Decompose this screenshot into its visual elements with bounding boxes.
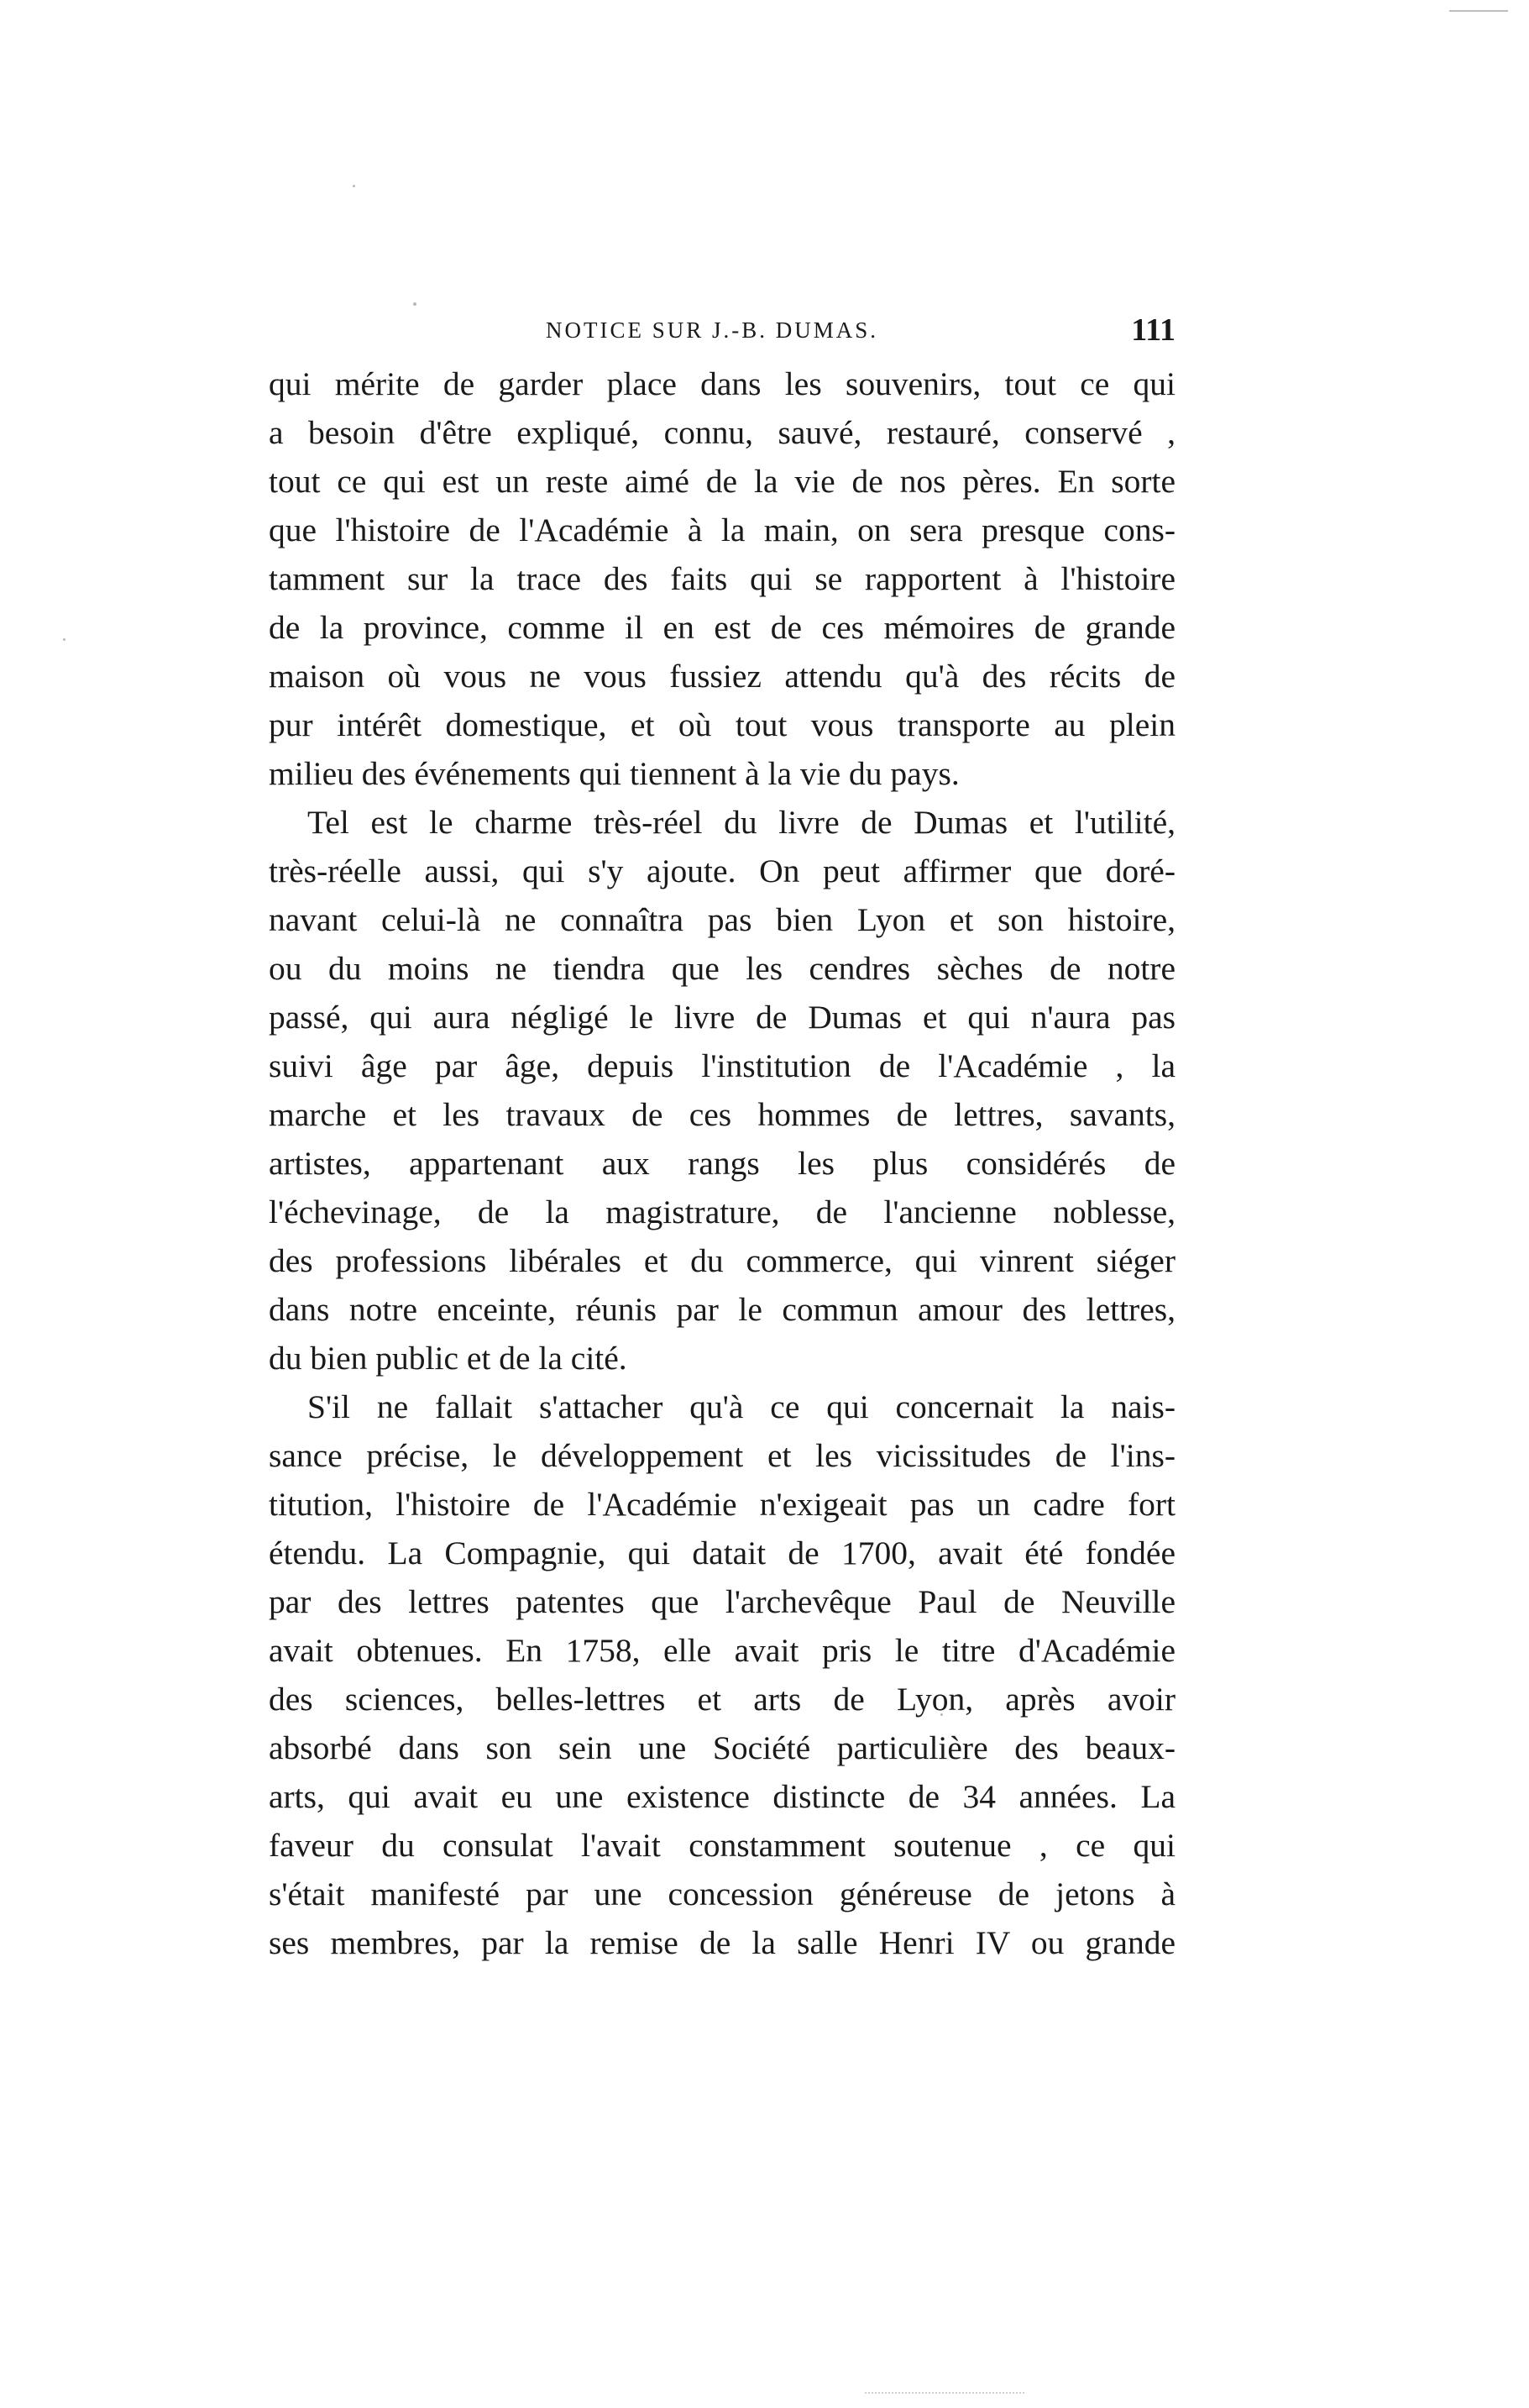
text-line: tamment sur la trace des faits qui se rapportent à l'histoire (269, 560, 1176, 597)
text-line: qui mérite de garder place dans les souvenirs, tout ce qui (269, 365, 1176, 402)
paragraph-2 (269, 798, 1176, 1382)
text-line: s'était manifesté par une concession généreuse de jetons à (269, 1876, 1176, 1912)
text-line: milieu des événements qui tiennent à la vie du pays. (269, 755, 960, 792)
paper-speck (413, 302, 416, 306)
text-line: l'échevinage, de la magistrature, de l'ancienne noblesse, (269, 1194, 1176, 1230)
text-line: passé, qui aura négligé le livre de Dumas et qui n'aura pas (269, 999, 1176, 1036)
text-line: suivi âge par âge, depuis l'institution de l'Académie , la (269, 1047, 1176, 1084)
text-line: Tel est le charme très-réel du livre de Dumas et l'utilité, (307, 804, 1176, 841)
text-line: titution, l'histoire de l'Académie n'exigeait pas un cadre fort (269, 1486, 1176, 1523)
scan-edge-rule (1449, 10, 1508, 12)
text-line: absorbé dans son sein une Société particulière des beaux- (269, 1729, 1176, 1766)
paragraph-1 (269, 359, 1176, 798)
text-line: du bien public et de la cité. (269, 1340, 627, 1377)
text-line: ses membres, par la remise de la salle Henri IV ou grande (269, 1924, 1176, 1961)
text-line: tout ce qui est un reste aimé de la vie de nos pères. En sorte (269, 463, 1176, 500)
scan-noise (865, 2392, 1024, 2394)
text-line: par des lettres patentes que l'archevêque Paul de Neuville (269, 1583, 1176, 1620)
text-line: sance précise, le développement et les vicissitudes de l'ins- (269, 1437, 1176, 1474)
text-line: étendu. La Compagnie, qui datait de 1700, avait été fondée (269, 1535, 1176, 1571)
text-line: dans notre enceinte, réunis par le commun amour des lettres, (269, 1291, 1176, 1328)
text-line: pur intérêt domestique, et où tout vous transporte au plein (269, 706, 1176, 743)
text-line: maison où vous ne vous fussiez attendu qu'à des récits de (269, 658, 1176, 695)
text-line: arts, qui avait eu une existence distincte de 34 années. La (269, 1778, 1176, 1815)
paper-speck (63, 638, 65, 641)
text-line: de la province, comme il en est de ces mémoires de grande (269, 609, 1176, 646)
text-line: des professions libérales et du commerce, qui vinrent siéger (269, 1242, 1176, 1279)
text-line: que l'histoire de l'Académie à la main, on sera presque cons- (269, 512, 1176, 548)
paragraph-3 (269, 1382, 1176, 1967)
text-line: faveur du consulat l'avait constamment soutenue , ce qui (269, 1827, 1176, 1864)
text-line: avait obtenues. En 1758, elle avait pris le titre d'Académie (269, 1632, 1176, 1669)
running-head (269, 309, 1176, 351)
paper-speck (353, 185, 355, 187)
text-line: navant celui-là ne connaîtra pas bien Lyon et son histoire, (269, 901, 1176, 938)
text-line: artistes, appartenant aux rangs les plus considérés de (269, 1145, 1176, 1182)
text-line: marche et les travaux de ces hommes de lettres, savants, (269, 1096, 1176, 1133)
body-text (269, 359, 1176, 1967)
page-number: 111 (1131, 312, 1176, 348)
text-line: ou du moins ne tiendra que les cendres sèches de notre (269, 950, 1176, 987)
running-title: NOTICE SUR J.-B. DUMAS. (546, 317, 879, 343)
text-line: très-réelle aussi, qui s'y ajoute. On peut affirmer que doré- (269, 853, 1176, 889)
text-line: S'il ne fallait s'attacher qu'à ce qui concernait la nais- (307, 1388, 1176, 1425)
text-line: a besoin d'être expliqué, connu, sauvé, restauré, conservé , (269, 414, 1176, 451)
text-line: des sciences, belles-lettres et arts de Lyon, après avoir (269, 1681, 1176, 1718)
